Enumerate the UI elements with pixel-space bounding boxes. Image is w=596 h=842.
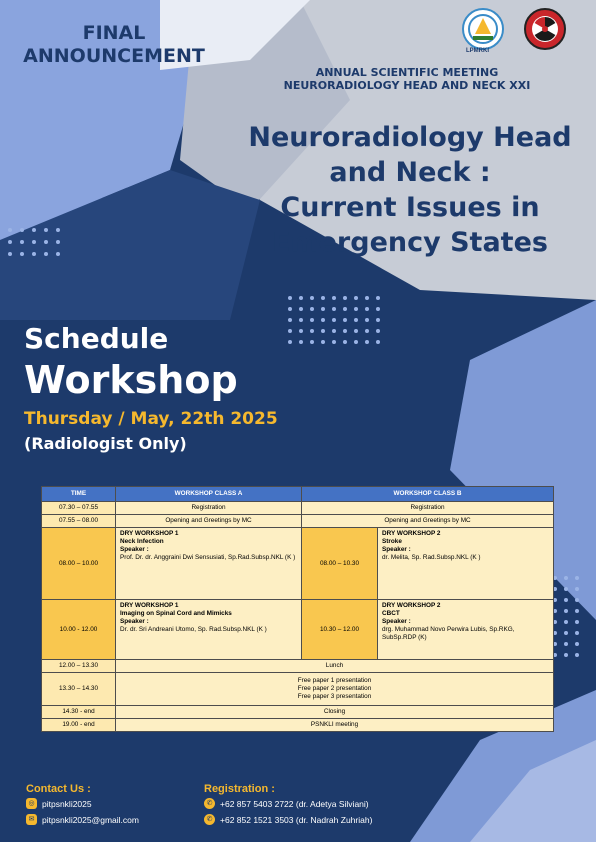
phone-icon: ✆ — [204, 798, 215, 809]
lpmrki-logo-icon — [464, 10, 502, 48]
workshop-title: DRY WORKSHOP 1 — [120, 602, 179, 609]
time-cell: 07.30 – 07.55 — [42, 502, 116, 515]
title-line: and Neck : — [329, 157, 491, 188]
schedule-label: Schedule — [24, 322, 169, 355]
title-line: Neuroradiology Head — [248, 122, 572, 153]
workshop-topic: CBCT — [382, 610, 400, 617]
table-row — [42, 528, 554, 600]
time-cell: 10.00 - 12.00 — [42, 600, 116, 660]
instagram-handle[interactable]: pitpsnkli2025 — [42, 798, 92, 809]
meeting-line-2: NEURORADIOLOGY HEAD AND NECK XXI — [283, 79, 531, 92]
title-line: Emergency States — [272, 227, 548, 258]
email-contact[interactable] — [26, 814, 139, 825]
table-row — [42, 719, 554, 732]
speaker-label: Speaker : — [120, 618, 149, 625]
dot-pattern-center — [288, 296, 380, 344]
class-b-cell: Registration — [302, 502, 554, 515]
speaker-name: drg. Muhammad Novo Perwira Lubis, Sp.RKG, SubSp.RDP (K) — [382, 626, 515, 641]
workshop-topic: Imaging on Spinal Cord and Mimicks — [120, 610, 232, 617]
meeting-name — [262, 66, 552, 92]
final-announcement-heading — [14, 22, 214, 68]
table-row — [42, 660, 554, 673]
phone-number[interactable]: +62 857 5403 2722 (dr. Adetya Silviani) — [220, 798, 369, 809]
time-cell: 08.00 – 10.30 — [302, 528, 378, 600]
table-row — [42, 600, 554, 660]
workshop-label: Workshop — [24, 358, 238, 402]
free-paper-line: Free paper 3 presentation — [297, 693, 372, 700]
instagram-icon: ◎ — [26, 798, 37, 809]
time-cell: 07.55 – 08.00 — [42, 515, 116, 528]
class-b-workshop-cell — [378, 528, 554, 600]
speaker-name: Prof. Dr. dr. Anggraini Dwi Sensusiati, Sp.Rad.Subsp.NKL (K ) — [120, 554, 296, 561]
class-a-workshop-cell — [116, 600, 302, 660]
class-a-workshop-cell — [116, 528, 302, 600]
phone-number[interactable]: +62 852 1521 3503 (dr. Nadrah Zuhriah) — [220, 814, 373, 825]
class-a-cell: Registration — [116, 502, 302, 515]
class-b-cell: Opening and Greetings by MC — [302, 515, 554, 528]
instagram-contact[interactable] — [26, 798, 92, 809]
shared-session-cell: Closing — [116, 706, 554, 719]
class-a-cell: Opening and Greetings by MC — [116, 515, 302, 528]
registration-phone-2[interactable] — [204, 814, 372, 825]
free-paper-line: Free paper 2 presentation — [297, 685, 372, 692]
speaker-name: Dr. dr. Sri Andreani Utomo, Sp. Rad.Subsp.NKL (K ) — [120, 626, 267, 633]
table-row — [42, 502, 554, 515]
free-paper-cell — [116, 673, 554, 706]
time-cell: 13.30 – 14.30 — [42, 673, 116, 706]
registration-phone-1[interactable] — [204, 798, 369, 809]
time-cell: 14.30 - end — [42, 706, 116, 719]
event-title — [230, 120, 590, 260]
header-class-b: WORKSHOP CLASS B — [302, 487, 554, 502]
speaker-label: Speaker : — [382, 618, 411, 625]
audience-note: (Radiologist Only) — [24, 434, 187, 453]
shared-session-cell: PSNKLI meeting — [116, 719, 554, 732]
lpmrki-logo-label: LPMRKI — [466, 48, 489, 54]
class-b-workshop-cell — [378, 600, 554, 660]
announcement-line: ANNOUNCEMENT — [23, 45, 205, 67]
workshop-title: DRY WORKSHOP 2 — [382, 530, 441, 537]
meeting-line-1: ANNUAL SCIENTIFIC MEETING — [315, 66, 499, 79]
workshop-topic: Stroke — [382, 538, 402, 545]
time-cell: 19.00 - end — [42, 719, 116, 732]
speaker-label: Speaker : — [120, 546, 149, 553]
workshop-topic: Neck Infection — [120, 538, 164, 545]
workshop-schedule-table — [41, 486, 554, 732]
shared-session-cell: Lunch — [116, 660, 554, 673]
final-line: FINAL — [82, 22, 146, 44]
speaker-label: Speaker : — [382, 546, 411, 553]
title-line: Current Issues in — [280, 192, 540, 223]
email-icon: ✉ — [26, 814, 37, 825]
lpmrki-logo — [462, 8, 504, 50]
event-date: Thursday / May, 22th 2025 — [24, 409, 278, 429]
dot-pattern-left — [8, 228, 60, 256]
free-paper-line: Free paper 1 presentation — [297, 677, 372, 684]
contact-heading: Contact Us : — [26, 783, 91, 795]
email-address[interactable]: pitpsnkli2025@gmail.com — [42, 814, 139, 825]
speaker-name: dr. Melita, Sp. Rad.Subsp.NKL (K ) — [382, 554, 481, 561]
workshop-title: DRY WORKSHOP 1 — [120, 530, 179, 537]
phone-icon: ✆ — [204, 814, 215, 825]
table-row — [42, 673, 554, 706]
time-cell: 08.00 – 10.00 — [42, 528, 116, 600]
table-header-row — [42, 487, 554, 502]
table-row — [42, 706, 554, 719]
header-time: TIME — [42, 487, 116, 502]
registration-heading: Registration : — [204, 783, 275, 795]
time-cell: 10.30 – 12.00 — [302, 600, 378, 660]
workshop-title: DRY WORKSHOP 2 — [382, 602, 441, 609]
radiation-symbol-icon — [526, 10, 564, 48]
table-row — [42, 515, 554, 528]
time-cell: 12.00 – 13.30 — [42, 660, 116, 673]
header-class-a: WORKSHOP CLASS A — [116, 487, 302, 502]
radiology-society-logo — [524, 8, 566, 50]
